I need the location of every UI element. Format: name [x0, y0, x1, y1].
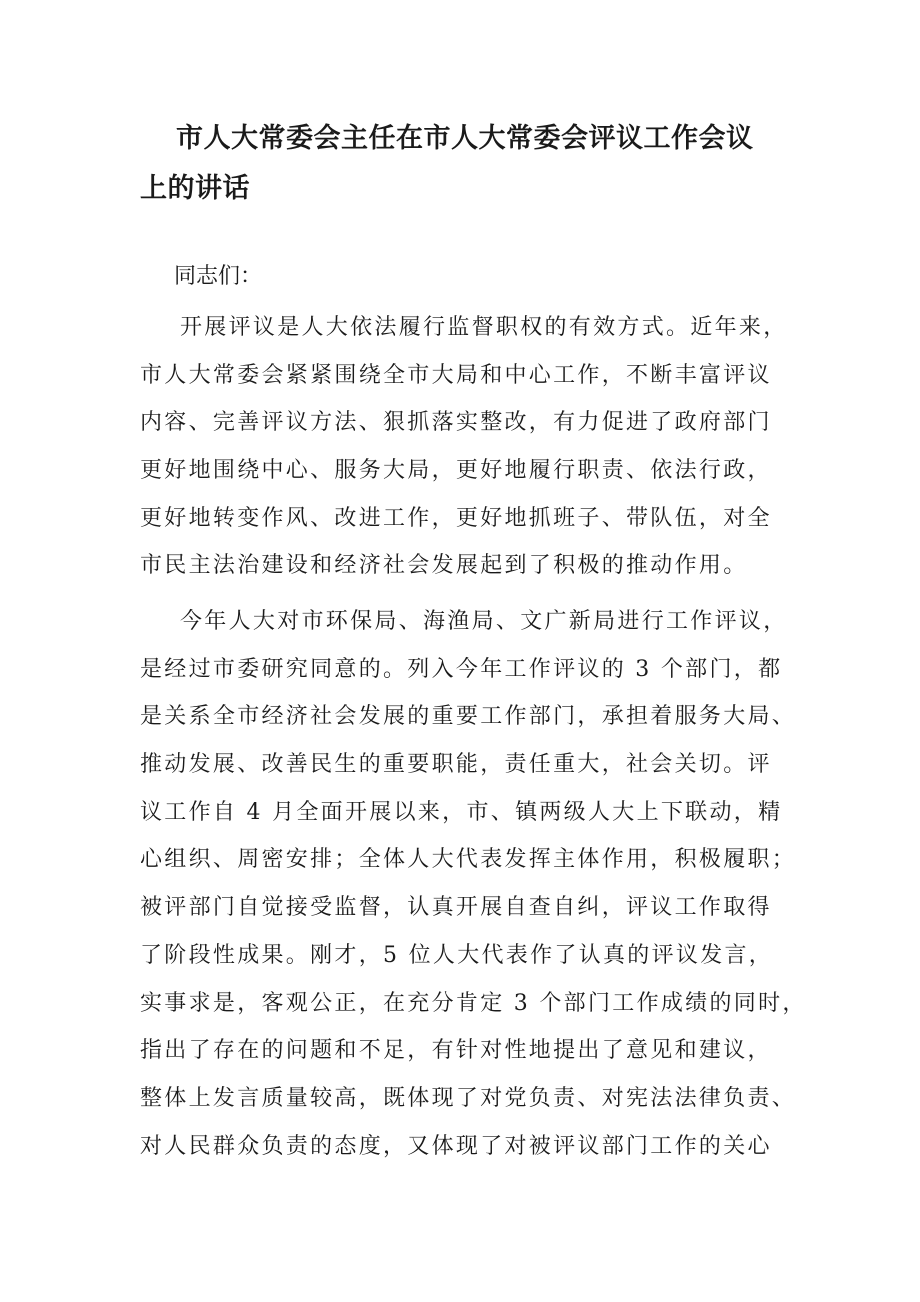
title-line-1: 市人大常委会主任在市人大常委会评议工作会议 — [176, 123, 754, 154]
paragraph-line: 市人大常委会紧紧围绕全市大局和中心工作，不断丰富评议 — [140, 362, 772, 388]
paragraph-line: 指出了存在的问题和不足，有针对性地提出了意见和建议， — [140, 1038, 772, 1064]
paragraph-line: 开展评议是人大依法履行监督职权的有效方式。近年来， — [180, 315, 788, 340]
paragraph-line: 今年人大对市环保局、海渔局、文广新局进行工作评议， — [180, 609, 788, 634]
paragraph-line: 整体上发言质量较高，既体现了对党负责、对宪法法律负责、 — [140, 1085, 797, 1111]
paragraph-line: 市民主法治建设和经济社会发展起到了积极的推动作用。 — [140, 553, 748, 579]
paragraph-line: 实事求是，客观公正，在充分肯定 3 个部门工作成绩的同时， — [140, 990, 807, 1016]
paragraph-line: 是经过市委研究同意的。列入今年工作评议的 3 个部门，都 — [140, 656, 783, 682]
salutation: 同志们： — [174, 264, 263, 289]
paragraph-line: 被评部门自觉接受监督，认真开展自查自纠，评议工作取得 — [140, 895, 772, 921]
paragraph-line: 心组织、周密安排；全体人大代表发挥主体作用，积极履职； — [140, 847, 797, 873]
paragraph-line: 议工作自 4 月全面开展以来，市、镇两级人大上下联动，精 — [140, 799, 783, 825]
paragraph-line: 更好地围绕中心、服务大局，更好地履行职责、依法行政， — [140, 458, 772, 484]
paragraph-line: 对人民群众负责的态度，又体现了对被评议部门工作的关心 — [140, 1133, 772, 1159]
paragraph-2 — [140, 598, 807, 1170]
title-line-2: 上的讲话 — [140, 173, 250, 204]
paragraph-line: 内容、完善评议方法、狠抓落实整改，有力促进了政府部门 — [140, 410, 772, 436]
paragraph-line: 推动发展、改善民生的重要职能，责任重大，社会关切。评 — [140, 752, 772, 778]
document-title — [140, 114, 790, 214]
paragraph-line: 是关系全市经济社会发展的重要工作部门，承担着服务大局、 — [140, 704, 797, 730]
paragraph-1 — [140, 304, 800, 590]
paragraph-line: 更好地转变作风、改进工作，更好地抓班子、带队伍，对全 — [140, 505, 772, 531]
paragraph-line: 了阶段性成果。刚才，5 位人大代表作了认真的评议发言， — [140, 942, 774, 968]
